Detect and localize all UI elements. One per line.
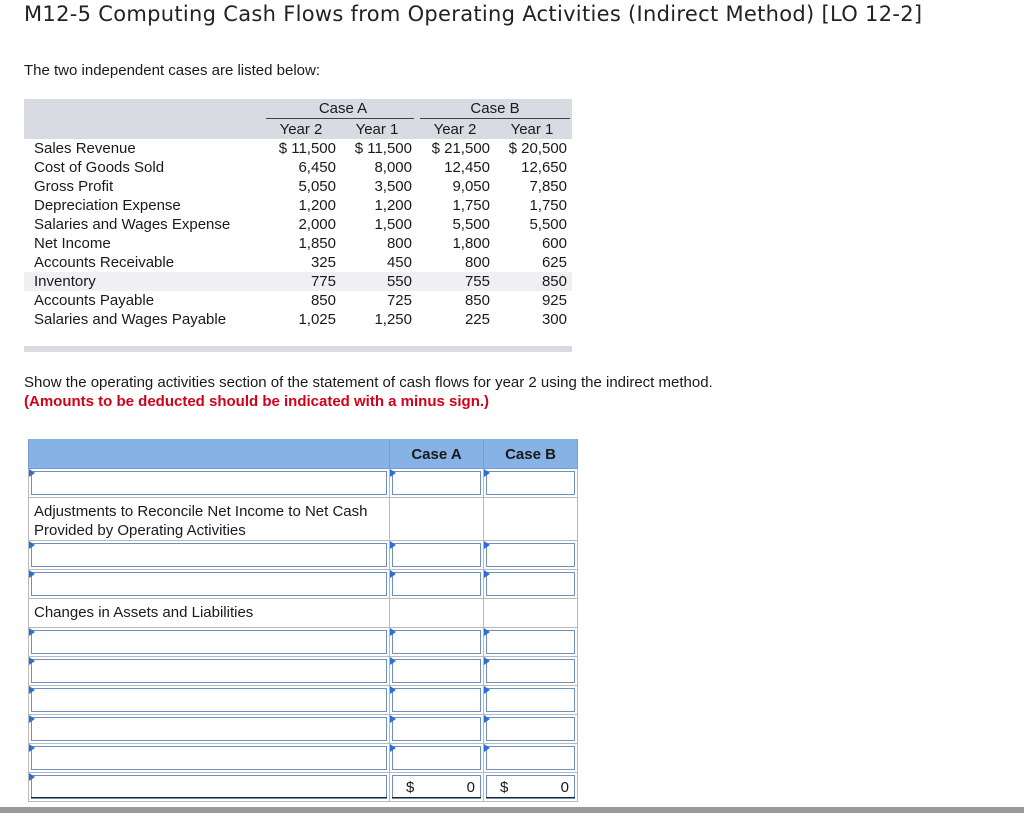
data-value-a1: 8,000 bbox=[374, 159, 412, 176]
change-4-label-input[interactable] bbox=[28, 715, 390, 744]
adjustments-label-cell bbox=[28, 498, 390, 541]
data-row bbox=[24, 177, 572, 196]
data-value-b2: 1,800 bbox=[452, 235, 490, 252]
adjustment-row-1 bbox=[28, 541, 578, 570]
adjustment-2-case-b-input[interactable] bbox=[484, 570, 578, 599]
adjustments-case-a-cell bbox=[390, 498, 484, 541]
change-row-3 bbox=[28, 686, 578, 715]
change-row-5 bbox=[28, 744, 578, 773]
dropdown-arrow-icon bbox=[29, 469, 35, 477]
case-a-header: Case A bbox=[318, 100, 368, 117]
header-case-b-cell bbox=[484, 439, 578, 469]
data-value-b2: 1,750 bbox=[452, 197, 490, 214]
change-row-4 bbox=[28, 715, 578, 744]
data-value-b1: 1,750 bbox=[529, 197, 567, 214]
adjustment-2-label-input[interactable] bbox=[28, 570, 390, 599]
dropdown-arrow-icon bbox=[390, 744, 396, 752]
dropdown-arrow-icon bbox=[390, 628, 396, 636]
adjustment-row-2 bbox=[28, 570, 578, 599]
net-income-row bbox=[28, 469, 578, 498]
adjustment-1-case-a-input[interactable] bbox=[390, 541, 484, 570]
data-row bbox=[24, 196, 572, 215]
change-3-case-a-input[interactable] bbox=[390, 686, 484, 715]
given-data-table bbox=[24, 99, 572, 352]
change-1-case-b-input[interactable] bbox=[484, 628, 578, 657]
case-b-column-label: Case B bbox=[505, 446, 556, 463]
net-income-case-a-input[interactable] bbox=[390, 469, 484, 498]
data-value-a1: $ 11,500 bbox=[354, 140, 412, 157]
adjustments-case-b-cell bbox=[484, 498, 578, 541]
change-5-case-a-input[interactable] bbox=[390, 744, 484, 773]
data-row bbox=[24, 291, 572, 310]
net-income-case-b-input[interactable] bbox=[484, 469, 578, 498]
data-value-b2: 5,500 bbox=[452, 216, 490, 233]
case-a-underline bbox=[266, 118, 414, 119]
case-b-year2-header: Year 2 bbox=[433, 121, 477, 138]
data-row-label: Salaries and Wages Expense bbox=[34, 216, 231, 233]
dropdown-arrow-icon bbox=[484, 744, 490, 752]
data-value-b1: 12,650 bbox=[521, 159, 567, 176]
data-value-b2: 755 bbox=[464, 273, 490, 290]
data-value-a1: 1,500 bbox=[374, 216, 412, 233]
case-a-column-label: Case A bbox=[411, 446, 462, 463]
dropdown-arrow-icon bbox=[390, 715, 396, 723]
bottom-scroll-bar bbox=[0, 807, 1024, 813]
answer-grid bbox=[28, 439, 578, 802]
case-b-header: Case B bbox=[470, 100, 520, 117]
data-value-a1: 1,200 bbox=[374, 197, 412, 214]
dropdown-arrow-icon bbox=[484, 570, 490, 578]
case-a-year1-header: Year 1 bbox=[355, 121, 399, 138]
dropdown-arrow-icon bbox=[484, 686, 490, 694]
data-value-a1: 550 bbox=[386, 273, 412, 290]
net-income-label-input[interactable] bbox=[28, 469, 390, 498]
total-case-b-dollar: $ bbox=[500, 779, 509, 796]
dropdown-arrow-icon bbox=[484, 715, 490, 723]
data-value-a1: 800 bbox=[386, 235, 412, 252]
header-case-a-cell bbox=[390, 439, 484, 469]
total-case-a-dollar: $ bbox=[406, 779, 415, 796]
data-row bbox=[24, 158, 572, 177]
dropdown-arrow-icon bbox=[390, 657, 396, 665]
data-table-header bbox=[24, 99, 572, 139]
data-value-a2: 1,025 bbox=[298, 311, 336, 328]
data-value-a2: $ 11,500 bbox=[278, 140, 336, 157]
data-value-b1: 5,500 bbox=[529, 216, 567, 233]
data-value-a2: 325 bbox=[310, 254, 336, 271]
data-value-a1: 3,500 bbox=[374, 178, 412, 195]
changes-label: Changes in Assets and Liabilities bbox=[34, 604, 254, 621]
change-1-case-a-input[interactable] bbox=[390, 628, 484, 657]
case-b-year1-header: Year 1 bbox=[510, 121, 554, 138]
data-table-footer bbox=[24, 346, 572, 352]
data-value-b1: $ 20,500 bbox=[508, 140, 567, 157]
changes-row bbox=[28, 599, 578, 628]
data-value-b1: 850 bbox=[541, 273, 567, 290]
change-5-label-input[interactable] bbox=[28, 744, 390, 773]
dropdown-arrow-icon bbox=[29, 541, 35, 549]
total-case-b-cell bbox=[484, 773, 578, 802]
dropdown-arrow-icon bbox=[29, 657, 35, 665]
case-b-underline bbox=[420, 118, 570, 119]
changes-case-a-cell bbox=[390, 599, 484, 628]
adjustments-row bbox=[28, 498, 578, 541]
change-3-label-input[interactable] bbox=[28, 686, 390, 715]
dropdown-arrow-icon bbox=[484, 628, 490, 636]
data-value-b1: 625 bbox=[541, 254, 567, 271]
dropdown-arrow-icon bbox=[484, 541, 490, 549]
data-row-label: Gross Profit bbox=[34, 178, 114, 195]
data-value-a2: 5,050 bbox=[298, 178, 336, 195]
dropdown-arrow-icon bbox=[29, 628, 35, 636]
data-row-label: Depreciation Expense bbox=[34, 197, 181, 214]
data-value-b2: 850 bbox=[464, 292, 490, 309]
data-value-b2: 800 bbox=[464, 254, 490, 271]
data-value-a2: 1,200 bbox=[298, 197, 336, 214]
data-value-b2: $ 21,500 bbox=[431, 140, 490, 157]
data-value-b1: 600 bbox=[541, 235, 567, 252]
change-2-case-b-input[interactable] bbox=[484, 657, 578, 686]
adjustment-1-case-b-input[interactable] bbox=[484, 541, 578, 570]
change-1-label-input[interactable] bbox=[28, 628, 390, 657]
instruction-text: Show the operating activities section of the statement of cash flows for year 2 using the indirect method. bbox=[24, 374, 713, 391]
adjustments-label: Adjustments to Reconcile Net Income to Net Cash Provided by Operating Activities bbox=[34, 503, 368, 539]
total-label-input[interactable] bbox=[28, 773, 390, 802]
intro-text: The two independent cases are listed below: bbox=[24, 62, 321, 79]
data-value-a1: 1,250 bbox=[374, 311, 412, 328]
case-a-year2-header: Year 2 bbox=[279, 121, 323, 138]
changes-case-b-cell bbox=[484, 599, 578, 628]
total-case-b-value: 0 bbox=[560, 779, 569, 796]
dropdown-arrow-icon bbox=[484, 657, 490, 665]
dropdown-arrow-icon bbox=[29, 773, 35, 781]
dropdown-arrow-icon bbox=[29, 715, 35, 723]
dropdown-arrow-icon bbox=[29, 744, 35, 752]
data-value-a2: 775 bbox=[310, 273, 336, 290]
change-4-case-a-input[interactable] bbox=[390, 715, 484, 744]
data-row-label: Cost of Goods Sold bbox=[34, 159, 165, 176]
data-row-label: Net Income bbox=[34, 235, 111, 252]
data-value-a1: 450 bbox=[386, 254, 412, 271]
data-row bbox=[24, 139, 572, 158]
data-row bbox=[24, 215, 572, 234]
problem-title: M12-5 Computing Cash Flows from Operating Activities (Indirect Method) [LO 12-2] bbox=[24, 2, 923, 26]
data-value-b2: 12,450 bbox=[444, 159, 490, 176]
data-row bbox=[24, 310, 572, 329]
data-value-a2: 850 bbox=[310, 292, 336, 309]
dropdown-arrow-icon bbox=[390, 570, 396, 578]
adjustment-2-case-a-input[interactable] bbox=[390, 570, 484, 599]
change-4-case-b-input[interactable] bbox=[484, 715, 578, 744]
data-row-label: Salaries and Wages Payable bbox=[34, 311, 227, 328]
total-case-a-value: 0 bbox=[466, 779, 475, 796]
change-row-2 bbox=[28, 657, 578, 686]
dropdown-arrow-icon bbox=[29, 570, 35, 578]
data-row-label: Accounts Receivable bbox=[34, 254, 175, 271]
data-value-b1: 925 bbox=[541, 292, 567, 309]
dropdown-arrow-icon bbox=[484, 469, 490, 477]
data-row bbox=[24, 253, 572, 272]
data-value-b1: 300 bbox=[541, 311, 567, 328]
data-value-b1: 7,850 bbox=[529, 178, 567, 195]
dropdown-arrow-icon bbox=[390, 686, 396, 694]
minus-sign-note: (Amounts to be deducted should be indicated with a minus sign.) bbox=[24, 393, 490, 410]
data-row bbox=[24, 234, 572, 253]
answer-grid-header bbox=[28, 439, 578, 469]
change-5-case-b-input[interactable] bbox=[484, 744, 578, 773]
changes-label-cell bbox=[28, 599, 390, 628]
adjustment-1-label-input[interactable] bbox=[28, 541, 390, 570]
change-row-1 bbox=[28, 628, 578, 657]
dropdown-arrow-icon bbox=[390, 469, 396, 477]
dropdown-arrow-icon bbox=[390, 541, 396, 549]
total-row bbox=[28, 773, 578, 802]
data-value-a2: 2,000 bbox=[298, 216, 336, 233]
data-value-b2: 225 bbox=[464, 311, 490, 328]
data-value-b2: 9,050 bbox=[452, 178, 490, 195]
change-3-case-b-input[interactable] bbox=[484, 686, 578, 715]
dropdown-arrow-icon bbox=[29, 686, 35, 694]
change-2-label-input[interactable] bbox=[28, 657, 390, 686]
change-2-case-a-input[interactable] bbox=[390, 657, 484, 686]
data-value-a1: 725 bbox=[386, 292, 412, 309]
data-row-label: Accounts Payable bbox=[34, 292, 155, 309]
data-row-label: Sales Revenue bbox=[34, 140, 136, 157]
header-blank-cell bbox=[28, 439, 390, 469]
data-row-label: Inventory bbox=[34, 273, 96, 290]
data-value-a2: 1,850 bbox=[298, 235, 336, 252]
data-row bbox=[24, 272, 572, 291]
total-case-a-cell bbox=[390, 773, 484, 802]
data-value-a2: 6,450 bbox=[298, 159, 336, 176]
